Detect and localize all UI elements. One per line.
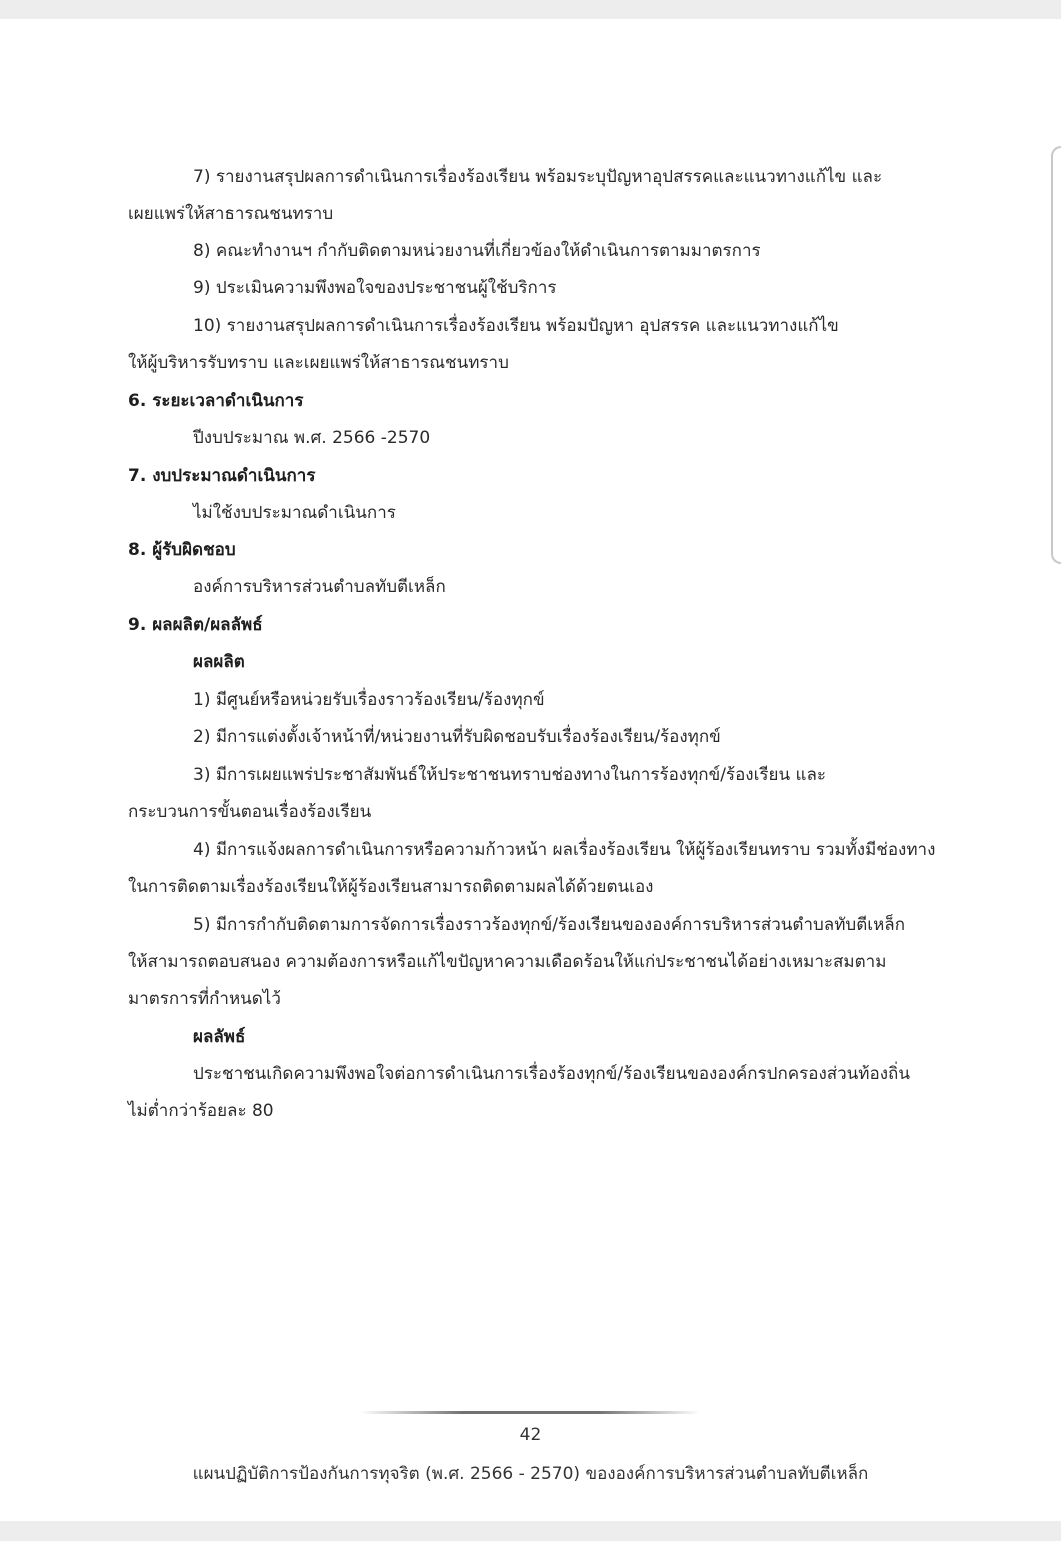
output-item-1: 1) มีศูนย์หรือหน่วยรับเรื่องราวร้องเรียน/ร้องทุกข์ <box>193 690 545 710</box>
item-9: 9) ประเมินความพึงพอใจของประชาชนผู้ใช้บริการ <box>193 278 557 298</box>
outcome-line-2: ไม่ต่ำกว่าร้อยละ 80 <box>128 1101 274 1121</box>
output-item-5-line-3: มาตรการที่กำหนดไว้ <box>128 989 281 1009</box>
heading-6: 6. ระยะเวลาดำเนินการ <box>128 391 304 411</box>
document-page <box>0 19 1061 1521</box>
item-8: 8) คณะทำงานฯ กำกับติดตามหน่วยงานที่เกี่ยวข้องให้ดำเนินการตามมาตรการ <box>193 241 761 261</box>
output-item-4-line-1: 4) มีการแจ้งผลการดำเนินการหรือความก้าวหน้า ผลเรื่องร้องเรียน ให้ผู้ร้องเรียนทราบ รวมทั้งมีช่องทาง <box>193 840 936 860</box>
output-item-4-line-2: ในการติดตามเรื่องร้องเรียนให้ผู้ร้องเรียนสามารถติดตามผลได้ด้วยตนเอง <box>128 877 654 897</box>
output-item-5-line-2: ให้สามารถตอบสนอง ความต้องการหรือแก้ไขปัญหาความเดือดร้อนให้แก่ประชาชนได้อย่างเหมาะสมตาม <box>128 952 887 972</box>
page-number: 42 <box>519 1425 542 1445</box>
item-7-line-1: 7) รายงานสรุปผลการดำเนินการเรื่องร้องเรียน พร้อมระบุปัญหาอุปสรรคและแนวทางแก้ไข และ <box>193 167 883 187</box>
output-item-3-line-1: 3) มีการเผยแพร่ประชาสัมพันธ์ให้ประชาชนทราบช่องทางในการร้องทุกข์/ร้องเรียน และ <box>193 765 827 785</box>
section-8-text: องค์การบริหารส่วนตำบลทับตีเหล็ก <box>193 577 446 597</box>
section-7-text: ไม่ใช้งบประมาณดำเนินการ <box>193 503 396 523</box>
output-item-2: 2) มีการแต่งตั้งเจ้าหน้าที่/หน่วยงานที่รับผิดชอบรับเรื่องร้องเรียน/ร้องทุกข์ <box>193 727 721 747</box>
output-item-5-line-1: 5) มีการกำกับติดตามการจัดการเรื่องราวร้องทุกข์/ร้องเรียนขององค์การบริหารส่วนตำบลทับตีเหล็ก <box>193 915 905 935</box>
footer-text: แผนปฏิบัติการป้องกันการทุจริต (พ.ศ. 2566 - 2570) ขององค์การบริหารส่วนตำบลทับตีเหล็ก <box>192 1464 869 1484</box>
footer-divider <box>360 1411 700 1414</box>
output-subheading: ผลผลิต <box>193 652 245 672</box>
item-7-line-2: เผยแพร่ให้สาธารณชนทราบ <box>128 204 334 224</box>
outcome-line-1: ประชาชนเกิดความพึงพอใจต่อการดำเนินการเรื่องร้องทุกข์/ร้องเรียนขององค์กรปกครองส่วนท้องถิ่น <box>193 1064 910 1084</box>
output-item-3-line-2: กระบวนการขั้นตอนเรื่องร้องเรียน <box>128 802 372 822</box>
page-edge-tab[interactable] <box>1051 146 1061 564</box>
heading-7: 7. งบประมาณดำเนินการ <box>128 466 316 486</box>
item-10-line-1: 10) รายงานสรุปผลการดำเนินการเรื่องร้องเรียน พร้อมปัญหา อุปสรรค และแนวทางแก้ไข <box>193 316 839 336</box>
item-10-line-2: ให้ผู้บริหารรับทราบ และเผยแพร่ให้สาธารณชนทราบ <box>128 353 509 373</box>
heading-8: 8. ผู้รับผิดชอบ <box>128 540 236 560</box>
heading-9: 9. ผลผลิต/ผลลัพธ์ <box>128 615 263 635</box>
outcome-subheading: ผลลัพธ์ <box>193 1027 246 1047</box>
section-6-text: ปีงบประมาณ พ.ศ. 2566 -2570 <box>193 428 431 448</box>
